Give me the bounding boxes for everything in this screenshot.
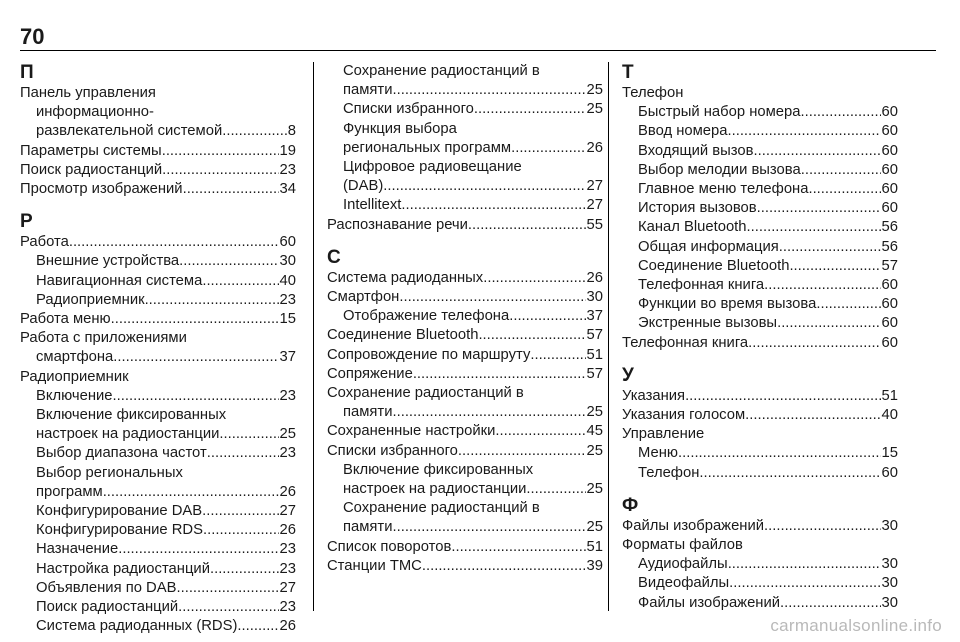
dot-leader (392, 518, 585, 537)
index-entry-label: Указания (622, 387, 686, 404)
index-entry-label: Списки избранного (327, 442, 458, 459)
index-entry-label: Конфигурирование DAB (36, 503, 203, 520)
dot-leader (509, 307, 585, 326)
index-entry-label: Поиск радиостанций (36, 599, 179, 616)
index-entry-text: Сохранение радиостанций в (343, 63, 540, 79)
dot-leader (399, 288, 585, 307)
index-entry-label: Сопровождение по маршруту (327, 346, 531, 363)
index-letter-heading: У (622, 364, 634, 386)
index-entry-label: (DAB) (343, 178, 384, 195)
index-entry[interactable] (622, 555, 898, 574)
index-entry-text: Цифровое радиовещание (343, 159, 522, 176)
index-entry-label: смартфона (36, 349, 114, 366)
dot-leader (808, 180, 880, 199)
index-entry-label: настроек на радиостанции (36, 426, 220, 443)
dot-leader (179, 252, 278, 271)
column-divider-1 (313, 62, 314, 611)
index-page-number: 51 (586, 346, 603, 363)
index-page-number: 40 (279, 272, 296, 289)
index-entry-label: памяти (343, 519, 393, 536)
index-page-number: 23 (279, 599, 296, 616)
index-entry[interactable] (327, 557, 603, 576)
index-entry-text: Форматы файлов (622, 537, 743, 554)
index-page-number: 40 (881, 407, 898, 424)
dot-leader (780, 594, 881, 613)
index-page-number: 23 (279, 387, 296, 404)
index-entry-label: Выбор диапазона частот (36, 445, 207, 462)
index-entry-label: Внешние устройства (36, 253, 180, 270)
index-entry-text: Сохранение радиостанций в (327, 385, 524, 402)
index-entry[interactable] (622, 464, 898, 483)
dot-leader (789, 257, 880, 276)
index-entry[interactable] (327, 288, 603, 307)
index-entry-label: Радиоприемник (36, 291, 145, 308)
index-page-number: 27 (279, 579, 296, 596)
index-entry-label: Просмотр изображений (20, 181, 183, 198)
index-page-number: 15 (881, 445, 898, 462)
index-entry-label: Указания голосом (622, 407, 746, 424)
index-page-number: 56 (881, 238, 898, 255)
index-page-number: 25 (586, 404, 603, 421)
index-entry-label: настроек на радиостанции (343, 481, 527, 498)
index-entry-label: Ввод номера (638, 123, 728, 140)
index-entry[interactable] (20, 540, 296, 559)
index-entry[interactable] (20, 291, 296, 310)
dot-leader (511, 139, 585, 158)
index-entry[interactable] (20, 502, 296, 521)
column-divider-2 (608, 62, 609, 611)
index-letter-heading: Р (20, 211, 33, 233)
index-entry-label: программ (36, 483, 103, 500)
index-entry[interactable] (20, 272, 296, 291)
index-page-number: 23 (279, 445, 296, 462)
index-entry[interactable] (327, 307, 603, 326)
index-entry-label: Работа меню (20, 311, 111, 328)
index-entry-label: Файлы изображений (638, 594, 781, 611)
index-entry[interactable] (327, 442, 603, 461)
index-page-number: 60 (881, 277, 898, 294)
index-entry-text: Панель управления (20, 85, 156, 101)
index-entry-label: Входящий вызов (638, 142, 754, 159)
index-entry-label: Назначение (36, 541, 119, 558)
dot-leader (118, 540, 278, 559)
dot-leader (458, 442, 586, 461)
index-page-number: 60 (881, 334, 898, 351)
index-entry-label: Отображение телефона (343, 308, 510, 325)
index-page-number: 19 (279, 142, 296, 159)
dot-leader (495, 422, 585, 441)
index-page-number: 45 (586, 423, 603, 440)
index-column-3 (622, 62, 898, 613)
dot-leader (801, 161, 881, 180)
index-entry-label: Система радиоданных (327, 269, 484, 286)
index-entry-label: Сопряжение (327, 365, 413, 382)
index-entry[interactable] (20, 483, 296, 502)
index-entry[interactable] (622, 257, 898, 276)
index-entry-label: региональных программ (343, 139, 512, 156)
index-page-number: 56 (881, 219, 898, 236)
index-entry[interactable] (622, 517, 898, 536)
dot-leader (183, 180, 279, 199)
index-entry-label: Параметры системы (20, 142, 162, 159)
index-page-number: 55 (586, 216, 603, 233)
index-page-number: 60 (881, 142, 898, 159)
index-page-number: 60 (881, 181, 898, 198)
index-entry-label: Поиск радиостанций (20, 161, 163, 178)
index-page-number: 37 (279, 349, 296, 366)
index-entry-label: Включение (36, 387, 113, 404)
index-entry[interactable] (622, 122, 898, 141)
dot-leader (530, 346, 585, 365)
index-entry[interactable] (622, 180, 898, 199)
index-entry[interactable] (20, 560, 296, 579)
dot-leader (113, 348, 278, 367)
index-entry[interactable] (327, 518, 603, 537)
header-rule (20, 50, 936, 51)
index-entry[interactable] (327, 480, 603, 499)
index-entry-label: памяти (343, 404, 393, 421)
watermark: carmanualsonline.info (770, 616, 942, 635)
index-page-number: 30 (881, 575, 898, 592)
index-entry-label: Аудиофайлы (638, 556, 728, 573)
dot-leader (202, 502, 278, 521)
index-page-number: 23 (279, 560, 296, 577)
dot-leader (526, 480, 585, 499)
index-page-number: 25 (586, 481, 603, 498)
index-entry[interactable] (622, 594, 898, 613)
index-page-number: 25 (586, 101, 603, 118)
index-entry-text: Включение фиксированных (343, 461, 534, 478)
index-page-number: 51 (586, 538, 603, 555)
index-entry[interactable] (327, 365, 603, 384)
index-entry-text: Сохранение радиостанций в (343, 500, 540, 517)
index-entry[interactable] (327, 326, 603, 345)
index-entry-label: Список поворотов (327, 538, 452, 555)
dot-leader (678, 444, 881, 463)
index-entry[interactable] (327, 100, 603, 119)
index-page-number: 60 (881, 104, 898, 121)
index-entry-label: Канал Bluetooth (638, 219, 747, 236)
index-letter-heading: Ф (622, 494, 639, 516)
dot-leader (413, 365, 586, 384)
index-entry-label: Соединение Bluetooth (638, 257, 790, 274)
index-entry[interactable] (327, 403, 603, 422)
dot-leader (203, 521, 279, 540)
index-entry[interactable] (622, 574, 898, 593)
index-entry-text: Функция выбора (343, 120, 457, 137)
dot-leader (478, 326, 585, 345)
index-entry[interactable] (20, 310, 296, 329)
index-entry[interactable] (20, 122, 296, 141)
index-page-number: 27 (279, 503, 296, 520)
index-entry[interactable] (327, 216, 603, 235)
index-entry[interactable] (20, 161, 296, 180)
dot-leader (69, 233, 279, 252)
index-page-number: 27 (586, 197, 603, 214)
dot-leader (800, 103, 880, 122)
index-entry[interactable] (327, 538, 603, 557)
index-entry-label: Телефонная книга (638, 277, 765, 294)
index-entry[interactable] (622, 103, 898, 122)
index-entry-label: Объявления по DAB (36, 579, 177, 596)
index-entry[interactable] (622, 387, 898, 406)
page-number: 70 (20, 24, 45, 49)
index-entry-label: Настройка радиостанций (36, 560, 210, 577)
index-entry[interactable] (20, 444, 296, 463)
index-entry[interactable] (20, 387, 296, 406)
index-page-number: 30 (881, 556, 898, 573)
index-entry[interactable] (20, 233, 296, 252)
index-page-number: 25 (586, 82, 603, 99)
index-entry[interactable] (622, 142, 898, 161)
dot-leader (754, 142, 881, 161)
index-entry[interactable] (327, 81, 603, 100)
index-page-number: 26 (279, 483, 296, 500)
index-entry[interactable] (20, 348, 296, 367)
index-entry[interactable] (20, 521, 296, 540)
index-entry[interactable] (20, 598, 296, 617)
index-page-number: 8 (287, 123, 296, 140)
index-entry[interactable] (327, 196, 603, 215)
dot-leader (422, 557, 586, 576)
dot-leader (747, 218, 881, 237)
dot-leader (401, 196, 585, 215)
index-entry[interactable] (327, 269, 603, 288)
index-entry-label: Телефон (638, 464, 700, 481)
index-page-number: 26 (586, 269, 603, 286)
dot-leader (483, 269, 585, 288)
index-page-number: 26 (279, 618, 296, 635)
index-entry-text: Включение фиксированных (36, 407, 227, 424)
index-page-number: 60 (881, 161, 898, 178)
index-entry[interactable] (622, 276, 898, 295)
index-page-number: 26 (586, 139, 603, 156)
index-page-number: 26 (279, 522, 296, 539)
dot-leader (474, 100, 586, 119)
dot-leader (237, 617, 278, 636)
index-entry-label: Быстрый набор номера (638, 104, 801, 121)
dot-leader (777, 314, 880, 333)
dot-leader (764, 517, 881, 536)
dot-leader (748, 334, 880, 353)
dot-leader (202, 272, 278, 291)
dot-leader (145, 291, 279, 310)
index-entry[interactable] (622, 161, 898, 180)
index-page-number: 57 (586, 327, 603, 344)
index-page-number: 37 (586, 308, 603, 325)
index-entry-label: Списки избранного (343, 101, 474, 118)
index-letter-heading: С (327, 246, 341, 268)
index-entry[interactable] (622, 295, 898, 314)
index-entry-label: развлекательной системой (36, 123, 223, 140)
dot-leader (178, 598, 278, 617)
index-entry[interactable] (622, 314, 898, 333)
index-page-number: 25 (279, 426, 296, 443)
dot-leader (685, 387, 880, 406)
index-entry[interactable] (622, 218, 898, 237)
dot-leader (113, 387, 279, 406)
dot-leader (207, 444, 279, 463)
dot-leader (451, 538, 585, 557)
dot-leader (699, 464, 880, 483)
index-page-number: 57 (881, 257, 898, 274)
index-entry-label: Навигационная система (36, 272, 203, 289)
index-page-number: 60 (881, 296, 898, 313)
index-entry[interactable] (327, 139, 603, 158)
index-page-number: 30 (279, 253, 296, 270)
index-entry-label: памяти (343, 82, 393, 99)
index-entry[interactable] (20, 425, 296, 444)
index-entry-label: Работа (20, 234, 69, 251)
index-page-number: 34 (279, 181, 296, 198)
index-entry-text: Управление (622, 426, 705, 443)
dot-leader (176, 579, 278, 598)
index-entry-label: Телефонная книга (622, 334, 749, 351)
index-column-2 (327, 62, 603, 576)
index-entry-label: Главное меню телефона (638, 181, 809, 198)
index-entry-label: Меню (638, 445, 678, 462)
dot-leader (745, 406, 880, 425)
index-page-number: 51 (881, 387, 898, 404)
index-page-number: 23 (279, 541, 296, 558)
index-letter-heading: Т (622, 62, 634, 83)
index-entry[interactable] (622, 334, 898, 353)
index-entry-text: информационно- (36, 104, 154, 121)
dot-leader (728, 555, 881, 574)
index-entry[interactable] (622, 199, 898, 218)
index-entry[interactable] (327, 346, 603, 365)
index-entry-label: Конфигурирование RDS (36, 522, 203, 539)
index-entry[interactable] (20, 142, 296, 161)
dot-leader (111, 310, 279, 329)
index-entry[interactable] (622, 444, 898, 463)
index-page-number: 25 (586, 519, 603, 536)
index-entry-label: Экстренные вызовы (638, 315, 778, 332)
dot-leader (392, 81, 585, 100)
index-entry-label: Выбор мелодии вызова (638, 161, 801, 178)
index-entry-label: Смартфон (327, 289, 400, 306)
index-column-1 (20, 62, 296, 636)
index-page-number: 30 (586, 289, 603, 306)
index-entry[interactable] (20, 617, 296, 636)
index-page-number: 60 (279, 234, 296, 251)
index-entry[interactable] (327, 177, 603, 196)
dot-leader (757, 199, 881, 218)
index-entry-text: Радиоприемник (20, 368, 129, 385)
index-entry-label: Соединение Bluetooth (327, 327, 479, 344)
index-page-number: 60 (881, 464, 898, 481)
index-entry[interactable] (327, 422, 603, 441)
index-entry-label: Общая информация (638, 238, 779, 255)
dot-leader (219, 425, 278, 444)
dot-leader (468, 216, 586, 235)
index-page-number: 39 (586, 557, 603, 574)
index-entry[interactable] (622, 406, 898, 425)
index-entry-label: Станции TMC (327, 557, 422, 574)
dot-leader (779, 238, 881, 257)
index-page-number: 27 (586, 178, 603, 195)
dot-leader (222, 122, 287, 141)
dot-leader (816, 295, 880, 314)
index-page-number: 57 (586, 365, 603, 382)
index-page-number: 30 (881, 517, 898, 534)
index-page-number: 60 (881, 315, 898, 332)
index-page-number: 60 (881, 123, 898, 140)
index-entry-label: Intellitext (343, 197, 402, 214)
index-entry-label: Система радиоданных (RDS) (36, 618, 238, 635)
index-entry-text: Телефон (622, 85, 684, 101)
index-page-number: 30 (881, 594, 898, 611)
dot-leader (729, 574, 880, 593)
index-entry-label: Распознавание речи (327, 216, 468, 233)
index-entry[interactable] (20, 252, 296, 271)
dot-leader (162, 161, 278, 180)
index-page-number: 15 (279, 311, 296, 328)
index-page-number: 23 (279, 161, 296, 178)
dot-leader (383, 177, 585, 196)
dot-leader (392, 403, 585, 422)
index-entry[interactable] (622, 238, 898, 257)
dot-leader (162, 142, 279, 161)
index-entry-label: История вызовов (638, 200, 757, 217)
index-letter-heading: П (20, 62, 34, 83)
index-entry-text: Работа с приложениями (20, 330, 187, 347)
index-entry-label: Видеофайлы (638, 575, 730, 592)
dot-leader (103, 483, 279, 502)
index-entry-label: Файлы изображений (622, 517, 765, 534)
dot-leader (210, 560, 279, 579)
dot-leader (727, 122, 880, 141)
dot-leader (764, 276, 880, 295)
index-page-number: 23 (279, 291, 296, 308)
index-page-number: 25 (586, 442, 603, 459)
index-entry-label: Функции во время вызова (638, 296, 817, 313)
index-entry[interactable] (20, 579, 296, 598)
index-page-number: 60 (881, 200, 898, 217)
index-entry-text: Выбор региональных (36, 464, 183, 481)
index-entry[interactable] (20, 180, 296, 199)
index-entry-label: Сохраненные настройки (327, 423, 496, 440)
